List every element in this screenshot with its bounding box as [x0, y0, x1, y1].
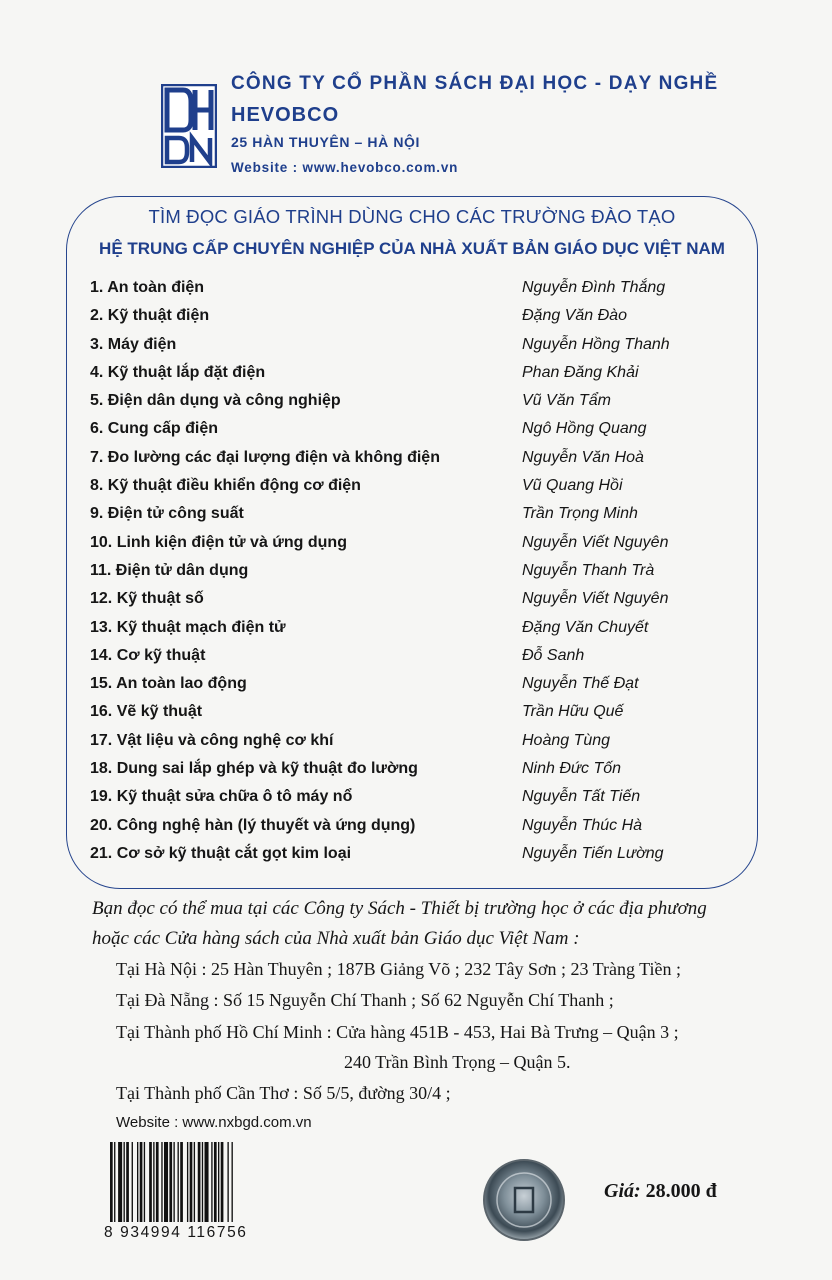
book-author: Phan Đăng Khải: [522, 363, 639, 381]
catalog-title-line2: HỆ TRUNG CẤP CHUYÊN NGHIỆP CỦA NHÀ XUẤT BẢN GIÁO DỤC VIỆT NAM: [99, 239, 725, 258]
book-title: 5. Điện dân dụng và công nghiệp: [90, 392, 341, 410]
price-label: Giá:: [604, 1180, 641, 1202]
book-author: Đặng Văn Đào: [522, 307, 627, 325]
book-item: [90, 788, 750, 816]
book-item: [90, 732, 750, 760]
book-title: 12. Kỹ thuật số: [90, 590, 204, 608]
book-title: 19. Kỹ thuật sửa chữa ô tô máy nổ: [90, 788, 353, 806]
book-author: Nguyễn Thế Đạt: [522, 675, 639, 693]
book-author: Trần Hữu Quế: [522, 703, 624, 721]
book-item: [90, 590, 750, 618]
barcode-bar: [140, 1142, 143, 1222]
book-title: 13. Kỹ thuật mạch điện tử: [90, 618, 286, 636]
book-item: [90, 703, 750, 731]
book-item: [90, 619, 750, 647]
book-list: [90, 279, 750, 873]
book-item: [90, 675, 750, 703]
book-item: [90, 562, 750, 590]
barcode-bar: [221, 1142, 224, 1222]
book-title: 21. Cơ sở kỹ thuật cắt gọt kim loại: [90, 844, 352, 862]
barcode-bar: [232, 1142, 233, 1222]
retail-cantho: Tại Thành phố Cần Thơ : Số 5/5, đường 30/4 ;: [116, 1083, 451, 1103]
book-title: 10. Linh kiện điện tử và ứng dụng: [90, 533, 347, 551]
book-title: 11. Điện tử dân dụng: [90, 561, 249, 579]
book-item: [90, 760, 750, 788]
barcode-bar: [124, 1142, 125, 1222]
book-item: [90, 420, 750, 448]
book-author: Nguyễn Tiến Lường: [522, 844, 664, 862]
book-title: 14. Cơ kỹ thuật: [90, 646, 206, 664]
book-title: 16. Vẽ kỹ thuật: [90, 703, 203, 721]
company-name: CÔNG TY CỔ PHẦN SÁCH ĐẠI HỌC - DẠY NGHỀ: [231, 73, 719, 94]
barcode-bar: [198, 1142, 201, 1222]
book-author: Nguyễn Viết Nguyên: [522, 590, 669, 608]
barcode-bar: [180, 1142, 183, 1222]
book-title: 15. An toàn lao động: [90, 675, 247, 693]
book-author: Đỗ Sanh: [522, 646, 585, 664]
book-author: Hoàng Tùng: [522, 731, 611, 749]
retail-intro-line1: Bạn đọc có thể mua tại các Công ty Sách - Thiết bị trường học ở các địa phương: [92, 898, 707, 919]
book-item: [90, 817, 750, 845]
book-title: 7. Đo lường các đại lượng điện và không điện: [90, 448, 440, 466]
barcode-bar: [164, 1142, 168, 1222]
barcode-bar: [114, 1142, 115, 1222]
book-author: Đặng Văn Chuyết: [522, 618, 649, 636]
barcode-bar: [173, 1142, 174, 1222]
book-title: 1. An toàn điện: [90, 279, 205, 296]
book-author: Vũ Văn Tẩm: [522, 392, 611, 410]
hologram-sticker: [482, 1158, 566, 1242]
barcode-bar: [149, 1142, 152, 1222]
book-author: Trần Trọng Minh: [522, 505, 638, 523]
publisher-logo: [161, 84, 217, 168]
company-address: 25 HÀN THUYÊN – HÀ NỘI: [231, 134, 421, 150]
book-title: 3. Máy điện: [90, 335, 177, 353]
barcode-bar: [153, 1142, 154, 1222]
book-title: 8. Kỹ thuật điều khiển động cơ điện: [90, 477, 361, 495]
book-title: 4. Kỹ thuật lắp đặt điện: [90, 363, 266, 381]
barcode-bar: [227, 1142, 228, 1222]
price-value: 28.000 đ: [645, 1180, 717, 1202]
barcode-number: 8 934994 116756: [104, 1224, 248, 1241]
book-title: 9. Điện tử công suất: [90, 505, 244, 523]
barcode-bar: [202, 1142, 203, 1222]
book-item: [90, 505, 750, 533]
book-author: Nguyễn Viết Nguyên: [522, 533, 669, 551]
barcode-bar: [144, 1142, 145, 1222]
retail-hcm-line2: 240 Trần Bình Trọng – Quận 5.: [344, 1052, 571, 1072]
barcode-bar: [161, 1142, 162, 1222]
book-item: [90, 449, 750, 477]
barcode-bar: [110, 1142, 113, 1222]
book-title: 17. Vật liệu và công nghệ cơ khí: [90, 731, 334, 749]
book-item: [90, 364, 750, 392]
barcode-bar: [178, 1142, 179, 1222]
book-title: 18. Dung sai lắp ghép và kỹ thuật đo lường: [90, 760, 418, 778]
company-website: Website : www.hevobco.com.vn: [231, 160, 459, 175]
retail-website: Website : www.nxbgd.com.vn: [116, 1114, 312, 1131]
book-item: [90, 647, 750, 675]
barcode-bar: [205, 1142, 209, 1222]
book-item: [90, 279, 750, 307]
barcode-bar: [169, 1142, 172, 1222]
book-author: Nguyễn Thanh Trà: [522, 561, 655, 579]
price: [604, 1180, 717, 1203]
book-author: Nguyễn Thúc Hà: [522, 816, 643, 834]
retail-intro-line2: hoặc các Cửa hàng sách của Nhà xuất bản Giáo dục Việt Nam :: [92, 928, 580, 949]
barcode-bar: [137, 1142, 138, 1222]
book-title: 20. Công nghệ hàn (lý thuyết và ứng dụng): [90, 816, 416, 834]
barcode-bar: [218, 1142, 219, 1222]
book-item: [90, 392, 750, 420]
book-item: [90, 336, 750, 364]
book-title: 2. Kỹ thuật điện: [90, 307, 210, 325]
catalog-title-line1: TÌM ĐỌC GIÁO TRÌNH DÙNG CHO CÁC TRƯỜNG ĐÀO TẠO: [148, 206, 676, 227]
book-item: [90, 477, 750, 505]
barcode-bar: [190, 1142, 193, 1222]
book-author: Nguyễn Hồng Thanh: [522, 335, 670, 353]
book-item: [90, 307, 750, 335]
book-author: Ngô Hồng Quang: [522, 420, 647, 438]
barcode-bar: [187, 1142, 188, 1222]
retail-danang: Tại Đà Nẵng : Số 15 Nguyễn Chí Thanh ; Số 62 Nguyễn Chí Thanh ;: [116, 990, 614, 1010]
barcode-bar: [211, 1142, 212, 1222]
barcode-bar: [126, 1142, 129, 1222]
retail-hanoi: Tại Hà Nội : 25 Hàn Thuyên ; 187B Giảng Võ ; 232 Tây Sơn ; 23 Tràng Tiền ;: [116, 959, 682, 979]
book-title: 6. Cung cấp điện: [90, 420, 219, 438]
barcode-bar: [194, 1142, 195, 1222]
book-author: Nguyễn Đình Thắng: [522, 279, 666, 296]
barcode-bar: [214, 1142, 217, 1222]
book-author: Nguyễn Văn Hoà: [522, 448, 644, 466]
barcode-bar: [118, 1142, 122, 1222]
brand-name: HEVOBCO: [231, 104, 340, 126]
book-author: Vũ Quang Hồi: [522, 477, 623, 495]
book-item: [90, 534, 750, 562]
book-author: Nguyễn Tất Tiến: [522, 788, 641, 806]
barcode-bar: [156, 1142, 159, 1222]
book-item: [90, 845, 750, 873]
barcode-bar: [132, 1142, 133, 1222]
retail-hcm-line1: Tại Thành phố Hồ Chí Minh : Cửa hàng 451B - 453, Hai Bà Trưng – Quận 3 ;: [116, 1022, 679, 1042]
book-author: Ninh Đức Tốn: [522, 760, 622, 778]
